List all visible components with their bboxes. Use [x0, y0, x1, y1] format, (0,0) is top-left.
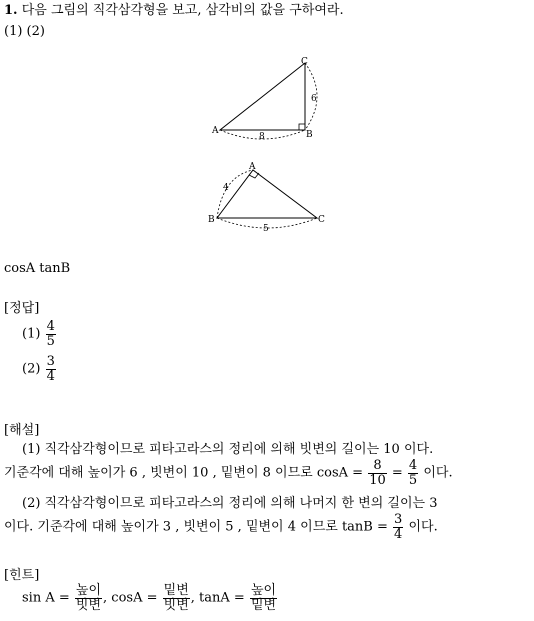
fraction-numerator: 4: [408, 458, 418, 473]
fraction-8-over-10: [368, 459, 387, 487]
fraction-denominator: 5: [408, 472, 418, 488]
vertex-c-label-1: C: [301, 57, 308, 67]
answer-item-2: [22, 355, 57, 383]
vertex-a-label-2: A: [249, 162, 256, 172]
explanation-p2-text: 이다. 기준각에 대해 높이가 3 , 빗변이 5 , 밑변이 4 이므로 tanB =: [4, 519, 388, 535]
separator: ,: [190, 590, 195, 606]
separator: ,: [103, 590, 108, 606]
hint-formulas: [22, 584, 278, 612]
answer-label-2: (2): [22, 361, 41, 377]
answer-fraction-1: [46, 320, 56, 348]
side-bc-length-1: 6: [311, 94, 317, 104]
fraction-3-over-4: [393, 513, 403, 541]
explanation-heading: [해설]: [4, 423, 40, 438]
problem-number: 1.: [4, 3, 18, 18]
sub-labels: (1) (2): [4, 24, 45, 39]
fraction-denominator: 빗변: [163, 597, 189, 613]
sin-fraction: [75, 584, 102, 612]
fraction-denominator: 10: [369, 472, 386, 488]
fraction-denominator: 4: [394, 526, 403, 542]
explanation-p2-line2: [4, 513, 438, 541]
problem-statement: [4, 4, 344, 17]
triangle-figure-2: [203, 158, 333, 238]
answer-label-1: (1): [22, 326, 41, 342]
vertex-b-label-1: B: [306, 130, 313, 140]
explanation-p1-line2: [4, 459, 453, 487]
right-angle-marker-1: [299, 124, 305, 130]
answer-heading: [정답]: [4, 301, 40, 316]
fraction-numerator: 높이: [250, 583, 277, 598]
fraction-denominator: 5: [46, 333, 55, 349]
fraction-numerator: 8: [373, 458, 382, 473]
fraction-4-over-5: [408, 459, 418, 487]
fraction-denominator: 밑변: [250, 597, 277, 613]
fraction-denominator: 4: [46, 368, 55, 384]
cos-fraction: [163, 584, 190, 612]
explanation-p1-line1: (1) 직각삼각형이므로 피타고라스의 정리에 의해 빗변의 길이는 10 이다.: [22, 442, 434, 457]
fraction-numerator: 3: [46, 354, 55, 369]
fraction-numerator: 3: [394, 512, 403, 527]
vertex-a-label-1: A: [212, 126, 219, 136]
triangle-figure-1: [205, 55, 325, 145]
fraction-numerator: 높이: [75, 583, 102, 598]
explanation-p1-end: 이다.: [423, 465, 453, 481]
answer-fraction-2: [46, 355, 56, 383]
sin-label: sin A =: [22, 590, 70, 606]
hint-heading: [힌트]: [4, 568, 40, 583]
vertex-b-label-2: B: [208, 215, 215, 225]
side-ab-length-2: 4: [223, 183, 229, 193]
problem-text: 다음 그림의 직각삼각형을 보고, 삼각비의 값을 구하여라.: [21, 3, 344, 18]
fraction-numerator: 밑변: [163, 583, 189, 598]
asked-ratios: cosA tanB: [4, 261, 71, 276]
fraction-denominator: 빗변: [75, 597, 102, 613]
triangle-2-shape: [217, 170, 317, 218]
equals-sign: =: [391, 465, 403, 481]
side-ab-length-1: 8: [259, 132, 265, 142]
side-bc-length-2: 5: [263, 224, 269, 234]
answer-item-1: [22, 320, 57, 348]
triangle-1-shape: [220, 63, 305, 130]
cos-label: cosA =: [111, 590, 158, 606]
fraction-numerator: 4: [46, 319, 55, 334]
explanation-p2-line1: (2) 직각삼각형이므로 피타고라스의 정리에 의해 나머지 한 변의 길이는 3: [22, 496, 438, 511]
vertex-c-label-2: C: [318, 215, 325, 225]
tan-fraction: [250, 584, 277, 612]
tan-label: tanA =: [199, 590, 245, 606]
explanation-p1-text: 기준각에 대해 높이가 6 , 빗변이 10 , 밑변이 8 이므로 cosA =: [4, 465, 364, 481]
explanation-p2-end: 이다.: [408, 519, 438, 535]
